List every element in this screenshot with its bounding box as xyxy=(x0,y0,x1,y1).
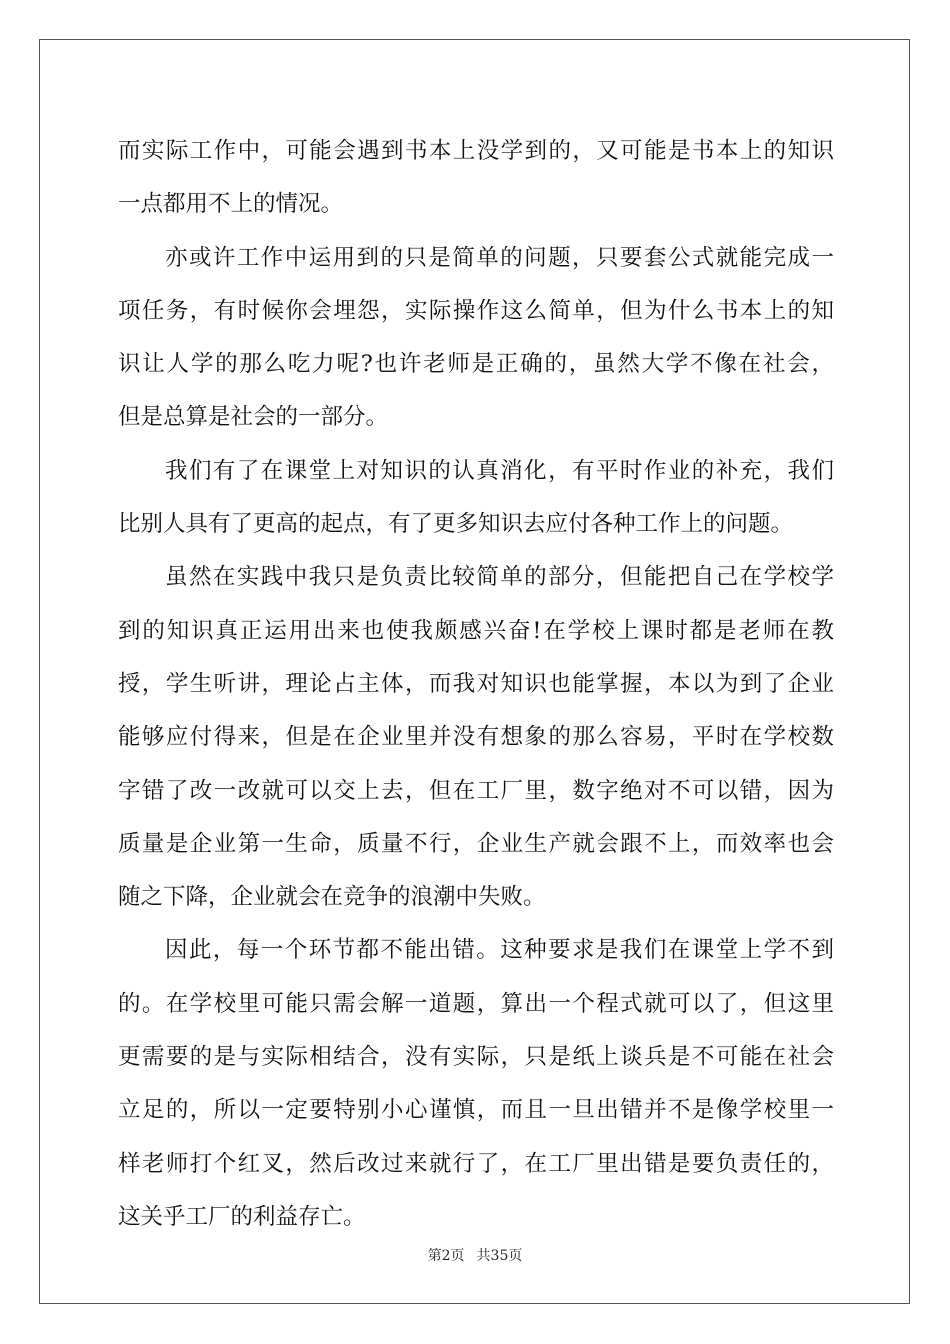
text-line: 的。在学校里可能只需会解一道题，算出一个程式就可以了，但这里 xyxy=(118,990,834,1017)
text-line: 质量是企业第一生命，质量不行，企业生产就会跟不上，而效率也会 xyxy=(118,830,834,857)
page-number: 第2页 xyxy=(427,1248,465,1264)
text-line: 字错了改一改就可以交上去，但在工厂里，数字绝对不可以错，因为 xyxy=(118,777,834,804)
text-line: 而实际工作中，可能会遇到书本上没学到的，又可能是书本上的知识 xyxy=(118,138,834,164)
text-line: 亦或许工作中运用到的只是简单的问题，只要套公式就能完成一 xyxy=(165,244,834,271)
text-line: 这关乎工厂的利益存亡。 xyxy=(118,1203,366,1230)
text-line: 因此，每一个环节都不能出错。这种要求是我们在课堂上学不到 xyxy=(165,937,834,964)
document-body xyxy=(118,125,834,1244)
text-line: 比别人具有了更高的起点，有了更多知识去应付各种工作上的问题。 xyxy=(118,511,794,538)
text-line: 识让人学的那么吃力呢?也许老师是正确的，虽然大学不像在社会， xyxy=(118,351,834,378)
text-line: 授，学生听讲，理论占主体，而我对知识也能掌握，本以为到了企业 xyxy=(118,670,834,697)
text-line: 样老师打个红叉，然后改过来就行了，在工厂里出错是要负责任的， xyxy=(118,1150,834,1177)
text-line: 到的知识真正运用出来也使我颇感兴奋!在学校上课时都是老师在教 xyxy=(118,617,834,644)
text-line: 我们有了在课堂上对知识的认真消化，有平时作业的补充，我们 xyxy=(165,457,834,484)
text-line: 虽然在实践中我只是负责比较简单的部分，但能把自己在学校学 xyxy=(165,564,834,591)
page-footer xyxy=(0,1245,950,1265)
text-line: 随之下降，企业就会在竞争的浪潮中失败。 xyxy=(118,884,546,911)
text-line: 一点都用不上的情况。 xyxy=(118,191,344,218)
text-line: 项任务，有时候你会埋怨，实际操作这么简单，但为什么书本上的知 xyxy=(118,297,834,324)
text-line: 更需要的是与实际相结合，没有实际，只是纸上谈兵是不可能在社会 xyxy=(118,1044,834,1071)
total-pages: 共35页 xyxy=(476,1248,523,1264)
text-line: 但是总算是社会的一部分。 xyxy=(118,404,389,431)
text-line: 能够应付得来，但是在企业里并没有想象的那么容易，平时在学校数 xyxy=(118,724,834,751)
text-line: 立足的，所以一定要特别小心谨慎，而且一旦出错并不是像学校里一 xyxy=(118,1097,834,1124)
